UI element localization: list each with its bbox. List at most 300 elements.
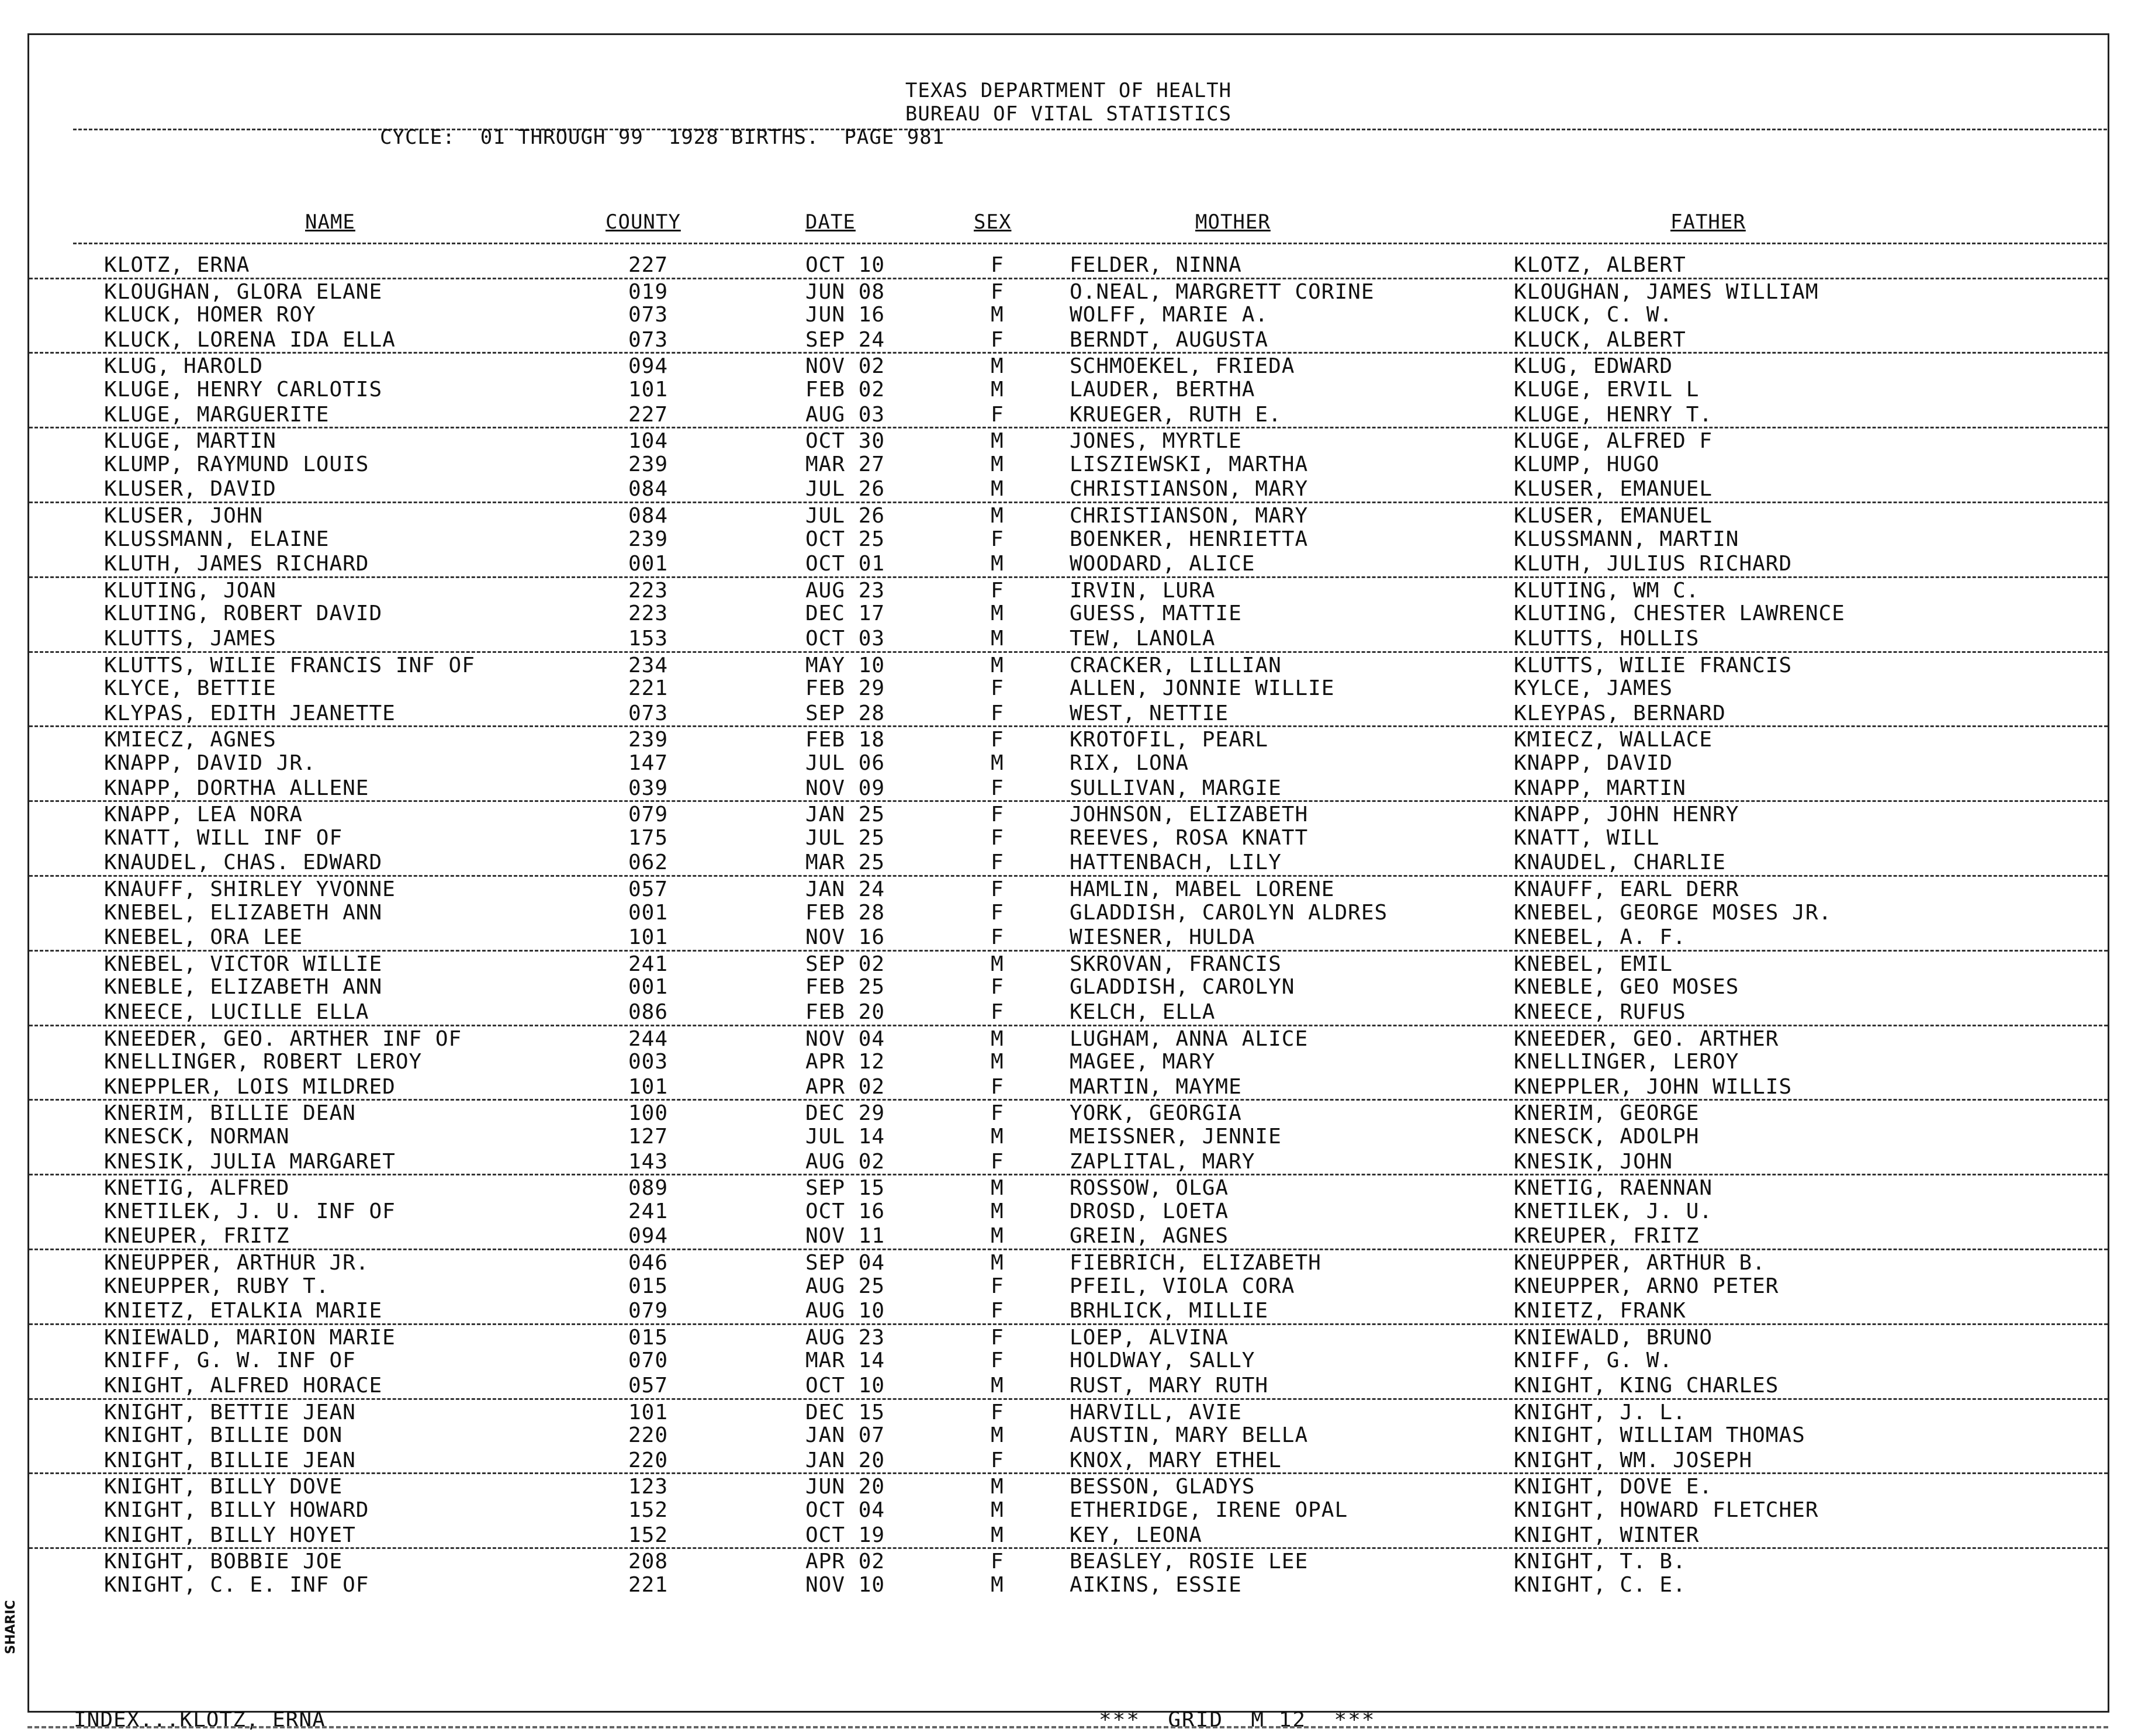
record-name: KLUTTS, JAMES [104,627,276,651]
record-sex: F [991,1101,1004,1126]
record-date: OCT 19 [805,1523,885,1547]
record-county: 220 [628,1423,669,1448]
table-row [29,1149,2108,1174]
record-name: KNIGHT, BILLY HOYET [104,1523,356,1547]
record-county: 101 [628,1074,669,1099]
record-name: KNEUPPER, RUBY T. [104,1274,330,1298]
record-name: KLOTZ, ERNA [104,253,250,277]
table-row [29,1572,2108,1597]
record-sex: M [991,653,1004,677]
record-mother: WOLFF, MARIE A. [1070,303,1269,327]
record-sex: M [991,504,1004,528]
record-sex: F [991,1000,1004,1024]
record-father: KNAPP, JOHN HENRY [1514,803,1739,827]
record-father: KLUGE, ALFRED F [1514,429,1713,454]
table-row [29,875,2108,902]
record-date: JUL 06 [805,751,885,775]
record-sex: M [991,627,1004,651]
table-row [29,1472,2108,1499]
record-name: KNESCK, NORMAN [104,1125,290,1149]
record-sex: F [991,825,1004,850]
column-divider [73,243,2107,244]
record-date: OCT 03 [805,627,885,651]
record-mother: KRUEGER, RUTH E. [1070,402,1282,427]
table-row [29,402,2108,427]
record-name: KNIGHT, BOBBIE JOE [104,1550,343,1574]
record-mother: IRVIN, LURA [1070,578,1216,603]
record-sex: M [991,952,1004,976]
record-father: KNAUFF, EARL DERR [1514,877,1739,901]
record-father: KYLCE, JAMES [1514,676,1673,701]
record-county: 089 [628,1176,669,1201]
table-row [29,974,2108,1000]
record-name: KNAPP, DAVID JR. [104,751,316,775]
record-date: AUG 03 [805,402,885,427]
table-row [29,1348,2108,1373]
record-county: 046 [628,1251,669,1275]
table-row [29,1498,2108,1523]
record-name: KNIGHT, ALFRED HORACE [104,1374,383,1398]
record-name: KNAUDEL, CHAS. EDWARD [104,850,383,875]
record-date: FEB 18 [805,728,885,752]
record-name: KLUSER, JOHN [104,504,264,528]
record-sex: F [991,1274,1004,1298]
record-father: KNELLINGER, LEROY [1514,1050,1739,1074]
record-name: KNIGHT, BETTIE JEAN [104,1400,356,1424]
record-county: 086 [628,1000,669,1024]
record-sex: F [991,1400,1004,1424]
header-divider [73,129,2107,130]
record-mother: ETHERIDGE, IRENE OPAL [1070,1498,1348,1522]
table-row [29,427,2108,454]
record-sex: M [991,1224,1004,1249]
table-row [29,1049,2108,1074]
record-father: KNETIG, RAENNAN [1514,1176,1713,1201]
record-mother: WIESNER, HULDA [1070,925,1255,950]
record-date: SEP 28 [805,701,885,725]
record-name: KLUSER, DAVID [104,477,276,502]
record-father: KNAPP, DAVID [1514,751,1673,775]
record-date: MAR 14 [805,1348,885,1373]
table-row [29,576,2108,603]
record-date: APR 02 [805,1074,885,1099]
table-row [29,1523,2108,1548]
record-date: OCT 25 [805,527,885,551]
record-father: KNEUPPER, ARNO PETER [1514,1274,1779,1298]
record-father: KLEYPAS, BERNARD [1514,701,1726,725]
record-date: OCT 01 [805,552,885,576]
cycle-line: CYCLE: 01 THROUGH 99 1928 BIRTHS. PAGE 981 [380,126,945,149]
record-sex: M [991,1374,1004,1398]
record-name: KLUTTS, WILIE FRANCIS INF OF [104,653,475,677]
record-mother: WEST, NETTIE [1070,701,1229,725]
record-father: KNIGHT, J. L. [1514,1400,1686,1424]
record-name: KLOUGHAN, GLORA ELANE [104,279,383,304]
record-date: FEB 02 [805,378,885,402]
record-date: JAN 20 [805,1448,885,1472]
record-sex: F [991,578,1004,603]
record-sex: M [991,601,1004,626]
table-row [29,1025,2108,1052]
record-mother: BESSON, GLADYS [1070,1475,1255,1499]
record-mother: GLADDISH, CAROLYN ALDRES [1070,900,1388,925]
record-father: KNIGHT, WM. JOSEPH [1514,1448,1753,1472]
bureau-title: BUREAU OF VITAL STATISTICS [905,102,1232,126]
record-county: 152 [628,1498,669,1522]
record-sex: M [991,1050,1004,1074]
record-sex: M [991,1251,1004,1275]
record-sex: F [991,1325,1004,1350]
record-father: KNEBEL, EMIL [1514,952,1673,976]
record-sex: F [991,850,1004,875]
record-name: KLUMP, RAYMUND LOUIS [104,452,369,476]
table-row [29,1249,2108,1275]
record-date: DEC 17 [805,601,885,626]
record-father: KNEBEL, GEORGE MOSES JR. [1514,900,1832,925]
record-name: KLUCK, HOMER ROY [104,303,316,327]
record-date: SEP 02 [805,952,885,976]
side-label: SHARIC [4,1600,18,1654]
record-county: 227 [628,402,669,427]
record-father: KLUGE, HENRY T. [1514,402,1713,427]
record-mother: CRACKER, LILLIAN [1070,653,1282,677]
record-date: DEC 15 [805,1400,885,1424]
record-name: KNEBEL, ORA LEE [104,925,303,950]
bottom-rule [27,1726,2108,1728]
record-father: KNESCK, ADOLPH [1514,1125,1700,1149]
record-name: KLYPAS, EDITH JEANETTE [104,701,396,725]
record-county: 084 [628,504,669,528]
record-sex: F [991,803,1004,827]
record-name: KNEBEL, ELIZABETH ANN [104,900,383,925]
record-name: KNIEWALD, MARION MARIE [104,1325,396,1350]
record-sex: F [991,877,1004,901]
record-father: KNEPPLER, JOHN WILLIS [1514,1074,1793,1099]
record-name: KNIGHT, C. E. INF OF [104,1572,369,1597]
record-sex: F [991,253,1004,277]
record-date: JUL 26 [805,504,885,528]
record-father: KNAPP, MARTIN [1514,776,1686,800]
record-county: 208 [628,1550,669,1574]
record-mother: AIKINS, ESSIE [1070,1572,1242,1597]
record-mother: LAUDER, BERTHA [1070,378,1255,402]
record-mother: FELDER, NINNA [1070,253,1242,277]
record-sex: M [991,751,1004,775]
record-father: KNIGHT, KING CHARLES [1514,1374,1779,1398]
record-county: 100 [628,1101,669,1126]
record-date: AUG 23 [805,578,885,603]
record-name: KLUTH, JAMES RICHARD [104,552,369,576]
record-father: KLUTING, WM C. [1514,578,1700,603]
table-row [29,502,2108,528]
record-sex: M [991,452,1004,476]
record-mother: JOHNSON, ELIZABETH [1070,803,1309,827]
record-county: 084 [628,477,669,502]
column-header-father: FATHER [1670,210,1746,234]
record-name: KNEUPPER, ARTHUR JR. [104,1251,369,1275]
record-name: KLUGE, MARGUERITE [104,402,330,427]
table-row [29,1199,2108,1224]
record-mother: ROSSOW, OLGA [1070,1176,1229,1201]
record-county: 101 [628,925,669,950]
record-county: 220 [628,1448,669,1472]
record-name: KLUGE, MARTIN [104,429,276,454]
record-sex: F [991,728,1004,752]
record-mother: WOODARD, ALICE [1070,552,1255,576]
record-name: KNAPP, DORTHA ALLENE [104,776,369,800]
record-date: APR 02 [805,1550,885,1574]
record-county: 001 [628,975,669,1000]
table-row [29,1174,2108,1201]
record-name: KNEBEL, VICTOR WILLIE [104,952,383,976]
record-date: AUG 25 [805,1274,885,1298]
record-father: KLOTZ, ALBERT [1514,253,1686,277]
record-county: 079 [628,803,669,827]
record-county: 143 [628,1149,669,1174]
record-county: 039 [628,776,669,800]
table-row [29,925,2108,950]
record-county: 239 [628,452,669,476]
record-date: JUN 20 [805,1475,885,1499]
table-row [29,751,2108,776]
record-mother: MEISSNER, JENNIE [1070,1125,1282,1149]
record-sex: F [991,975,1004,1000]
index-label: INDEX...KLOTZ, ERNA [74,1708,326,1732]
table-row [29,527,2108,552]
record-father: KNIGHT, WILLIAM THOMAS [1514,1423,1805,1448]
table-row [29,626,2108,651]
record-mother: KEY, LEONA [1070,1523,1202,1547]
record-date: NOV 09 [805,776,885,800]
record-father: KLUCK, ALBERT [1514,327,1686,352]
record-father: KNETILEK, J. U. [1514,1199,1713,1223]
record-name: KNAUFF, SHIRLEY YVONNE [104,877,396,901]
table-row [29,825,2108,850]
record-county: 244 [628,1026,669,1051]
record-date: FEB 25 [805,975,885,1000]
record-county: 223 [628,578,669,603]
table-row [29,1448,2108,1473]
record-sex: F [991,1448,1004,1472]
record-mother: HARVILL, AVIE [1070,1400,1242,1424]
record-sex: M [991,552,1004,576]
record-mother: BOENKER, HENRIETTA [1070,527,1309,551]
record-mother: KELCH, ELLA [1070,1000,1216,1024]
table-row [29,352,2108,379]
record-date: OCT 10 [805,253,885,277]
record-page-frame [27,33,2109,1732]
record-date: JAN 07 [805,1423,885,1448]
record-county: 227 [628,253,669,277]
record-county: 241 [628,1199,669,1223]
table-row [29,1373,2108,1398]
record-county: 221 [628,676,669,701]
record-sex: M [991,1572,1004,1597]
record-county: 019 [628,279,669,304]
record-father: KLUSSMANN, MARTIN [1514,527,1739,551]
record-county: 073 [628,701,669,725]
record-father: KLUTH, JULIUS RICHARD [1514,552,1793,576]
record-sex: F [991,776,1004,800]
record-name: KNEBLE, ELIZABETH ANN [104,975,383,1000]
record-father: KNIGHT, WINTER [1514,1523,1700,1547]
record-father: KLUTTS, WILIE FRANCIS [1514,653,1793,677]
table-row [29,1000,2108,1025]
record-mother: KROTOFIL, PEARL [1070,728,1269,752]
record-sex: M [991,429,1004,454]
record-mother: SULLIVAN, MARGIE [1070,776,1282,800]
record-mother: RUST, MARY RUTH [1070,1374,1269,1398]
table-row [29,725,2108,752]
record-mother: HAMLIN, MABEL LORENE [1070,877,1335,901]
record-date: MAR 25 [805,850,885,875]
column-header-mother: MOTHER [1195,210,1271,234]
record-father: KLUSER, EMANUEL [1514,477,1713,502]
record-sex: F [991,1550,1004,1574]
record-father: KLUMP, HUGO [1514,452,1660,476]
table-row [29,950,2108,977]
record-mother: LOEP, ALVINA [1070,1325,1229,1350]
table-row [29,253,2108,278]
record-name: KNATT, WILL INF OF [104,825,343,850]
record-date: OCT 16 [805,1199,885,1223]
table-row [29,701,2108,726]
record-name: KNIGHT, BILLIE JEAN [104,1448,356,1472]
record-father: KREUPER, FRITZ [1514,1224,1700,1249]
record-county: 221 [628,1572,669,1597]
record-county: 234 [628,653,669,677]
record-father: KNIETZ, FRANK [1514,1299,1686,1323]
record-county: 094 [628,1224,669,1249]
record-mother: ALLEN, JONNIE WILLIE [1070,676,1335,701]
record-date: OCT 10 [805,1374,885,1398]
table-row [29,327,2108,352]
record-mother: KNOX, MARY ETHEL [1070,1448,1282,1472]
record-county: 175 [628,825,669,850]
record-county: 003 [628,1050,669,1074]
record-father: KNEBLE, GEO MOSES [1514,975,1739,1000]
record-date: SEP 15 [805,1176,885,1201]
record-sex: M [991,354,1004,379]
record-county: 015 [628,1274,669,1298]
table-row [29,1223,2108,1249]
record-county: 070 [628,1348,669,1373]
record-name: KNIFF, G. W. INF OF [104,1348,356,1373]
record-name: KLYCE, BETTIE [104,676,276,701]
record-name: KNEPPLER, LOIS MILDRED [104,1074,396,1099]
record-sex: M [991,1176,1004,1201]
record-date: JUN 08 [805,279,885,304]
record-mother: LISZIEWSKI, MARTHA [1070,452,1309,476]
record-sex: F [991,1074,1004,1099]
record-county: 147 [628,751,669,775]
record-date: JUL 26 [805,477,885,502]
table-row [29,651,2108,678]
record-sex: M [991,1125,1004,1149]
record-date: OCT 30 [805,429,885,454]
record-sex: F [991,925,1004,950]
record-mother: SCHMOEKEL, FRIEDA [1070,354,1295,379]
record-county: 101 [628,1400,669,1424]
record-mother: HATTENBACH, LILY [1070,850,1282,875]
record-date: NOV 10 [805,1572,885,1597]
record-county: 152 [628,1523,669,1547]
record-mother: CHRISTIANSON, MARY [1070,477,1309,502]
record-name: KNESIK, JULIA MARGARET [104,1149,396,1174]
record-mother: MARTIN, MAYME [1070,1074,1242,1099]
record-sex: F [991,527,1004,551]
record-sex: F [991,1149,1004,1174]
record-father: KLUGE, ERVIL L [1514,378,1700,402]
table-row [29,1124,2108,1149]
record-date: MAY 10 [805,653,885,677]
record-sex: F [991,900,1004,925]
record-name: KNIGHT, BILLY DOVE [104,1475,343,1499]
record-county: 127 [628,1125,669,1149]
record-sex: F [991,327,1004,352]
record-name: KLUGE, HENRY CARLOTIS [104,378,383,402]
record-father: KNIGHT, HOWARD FLETCHER [1514,1498,1819,1522]
record-mother: TEW, LANOLA [1070,627,1216,651]
record-date: AUG 10 [805,1299,885,1323]
record-county: 241 [628,952,669,976]
record-date: FEB 29 [805,676,885,701]
record-father: KNIGHT, T. B. [1514,1550,1686,1574]
record-sex: M [991,1199,1004,1223]
record-father: KLUCK, C. W. [1514,303,1673,327]
record-date: MAR 27 [805,452,885,476]
record-name: KNIGHT, BILLY HOWARD [104,1498,369,1522]
column-header-date: DATE [805,210,856,234]
record-mother: O.NEAL, MARGRETT CORINE [1070,279,1375,304]
record-name: KLUG, HAROLD [104,354,264,379]
record-date: AUG 23 [805,1325,885,1350]
table-row [29,601,2108,626]
record-mother: SKROVAN, FRANCIS [1070,952,1282,976]
record-father: KNEBEL, A. F. [1514,925,1686,950]
column-header-sex: SEX [974,210,1012,234]
table-row [29,302,2108,327]
record-county: 101 [628,378,669,402]
record-mother: RIX, LONA [1070,751,1189,775]
record-date: NOV 11 [805,1224,885,1249]
record-father: KNATT, WILL [1514,825,1660,850]
record-date: SEP 24 [805,327,885,352]
table-row [29,452,2108,477]
record-county: 001 [628,552,669,576]
record-sex: M [991,1498,1004,1522]
record-father: KNIFF, G. W. [1514,1348,1673,1373]
record-county: 062 [628,850,669,875]
record-mother: BEASLEY, ROSIE LEE [1070,1550,1309,1574]
record-father: KLUSER, EMANUEL [1514,504,1713,528]
record-name: KLUCK, LORENA IDA ELLA [104,327,396,352]
record-father: KLUTING, CHESTER LAWRENCE [1514,601,1845,626]
record-father: KNIGHT, DOVE E. [1514,1475,1713,1499]
record-name: KLUTING, ROBERT DAVID [104,601,383,626]
record-county: 057 [628,1374,669,1398]
table-row [29,1274,2108,1299]
table-row [29,850,2108,875]
record-date: NOV 02 [805,354,885,379]
record-county: 057 [628,877,669,901]
record-mother: GUESS, MATTIE [1070,601,1242,626]
record-county: 015 [628,1325,669,1350]
record-date: FEB 20 [805,1000,885,1024]
table-row [29,1099,2108,1126]
record-name: KNETIG, ALFRED [104,1176,290,1201]
record-mother: LUGHAM, ANNA ALICE [1070,1026,1309,1051]
